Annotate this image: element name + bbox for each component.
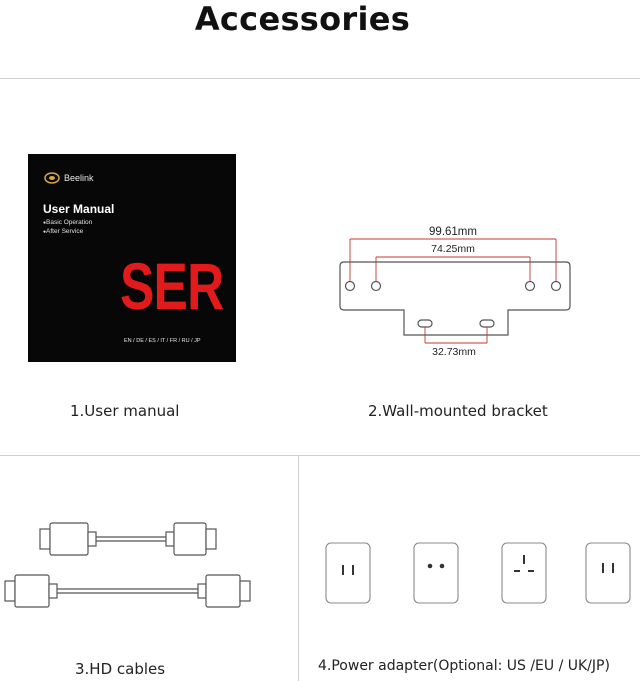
column-divider [298, 455, 299, 681]
beelink-logo-icon [44, 171, 60, 185]
caption-hd-cables: 3.HD cables [75, 660, 166, 678]
manual-title: User Manual [43, 202, 115, 216]
eu-plug-icon [414, 543, 458, 603]
caption-wall-bracket: 2.Wall-mounted bracket [368, 402, 548, 420]
bracket-hole [552, 282, 561, 291]
bracket-outline [340, 262, 570, 335]
manual-cover-text: SER [120, 249, 224, 323]
caption-user-manual: 1.User manual [70, 402, 180, 420]
wall-bracket-diagram [330, 215, 580, 365]
caption-power-adapter: 4.Power adapter(Optional: US /EU / UK/JP) [318, 658, 610, 674]
section-divider [0, 455, 640, 456]
dimension-tab-label: 32.73mm [432, 346, 476, 358]
dimension-outer-label: 99.61mm [429, 226, 477, 238]
header-divider [0, 78, 640, 79]
manual-bullet: ● After Service [43, 228, 83, 235]
uk-plug-icon [502, 543, 546, 603]
us-plug-icon [326, 543, 370, 603]
power-adapters-illustration [310, 535, 640, 615]
manual-languages: EN / DE / ES / IT / FR / RU / JP [124, 338, 201, 344]
user-manual-cover [28, 154, 236, 362]
bracket-hole [372, 282, 381, 291]
hd-cables-illustration [0, 515, 290, 615]
bracket-slot [418, 320, 432, 327]
bracket-hole [346, 282, 355, 291]
bracket-slot [480, 320, 494, 327]
manual-brand: Beelink [64, 173, 94, 183]
dimension-inner-label: 74.25mm [431, 243, 475, 255]
manual-bullet: ● Basic Operation [43, 219, 92, 226]
hd-cable-icon [5, 575, 250, 607]
hd-cable-icon [40, 523, 216, 555]
jp-plug-icon [586, 543, 630, 603]
bracket-hole [526, 282, 535, 291]
page-title: Accessories [194, 0, 411, 38]
